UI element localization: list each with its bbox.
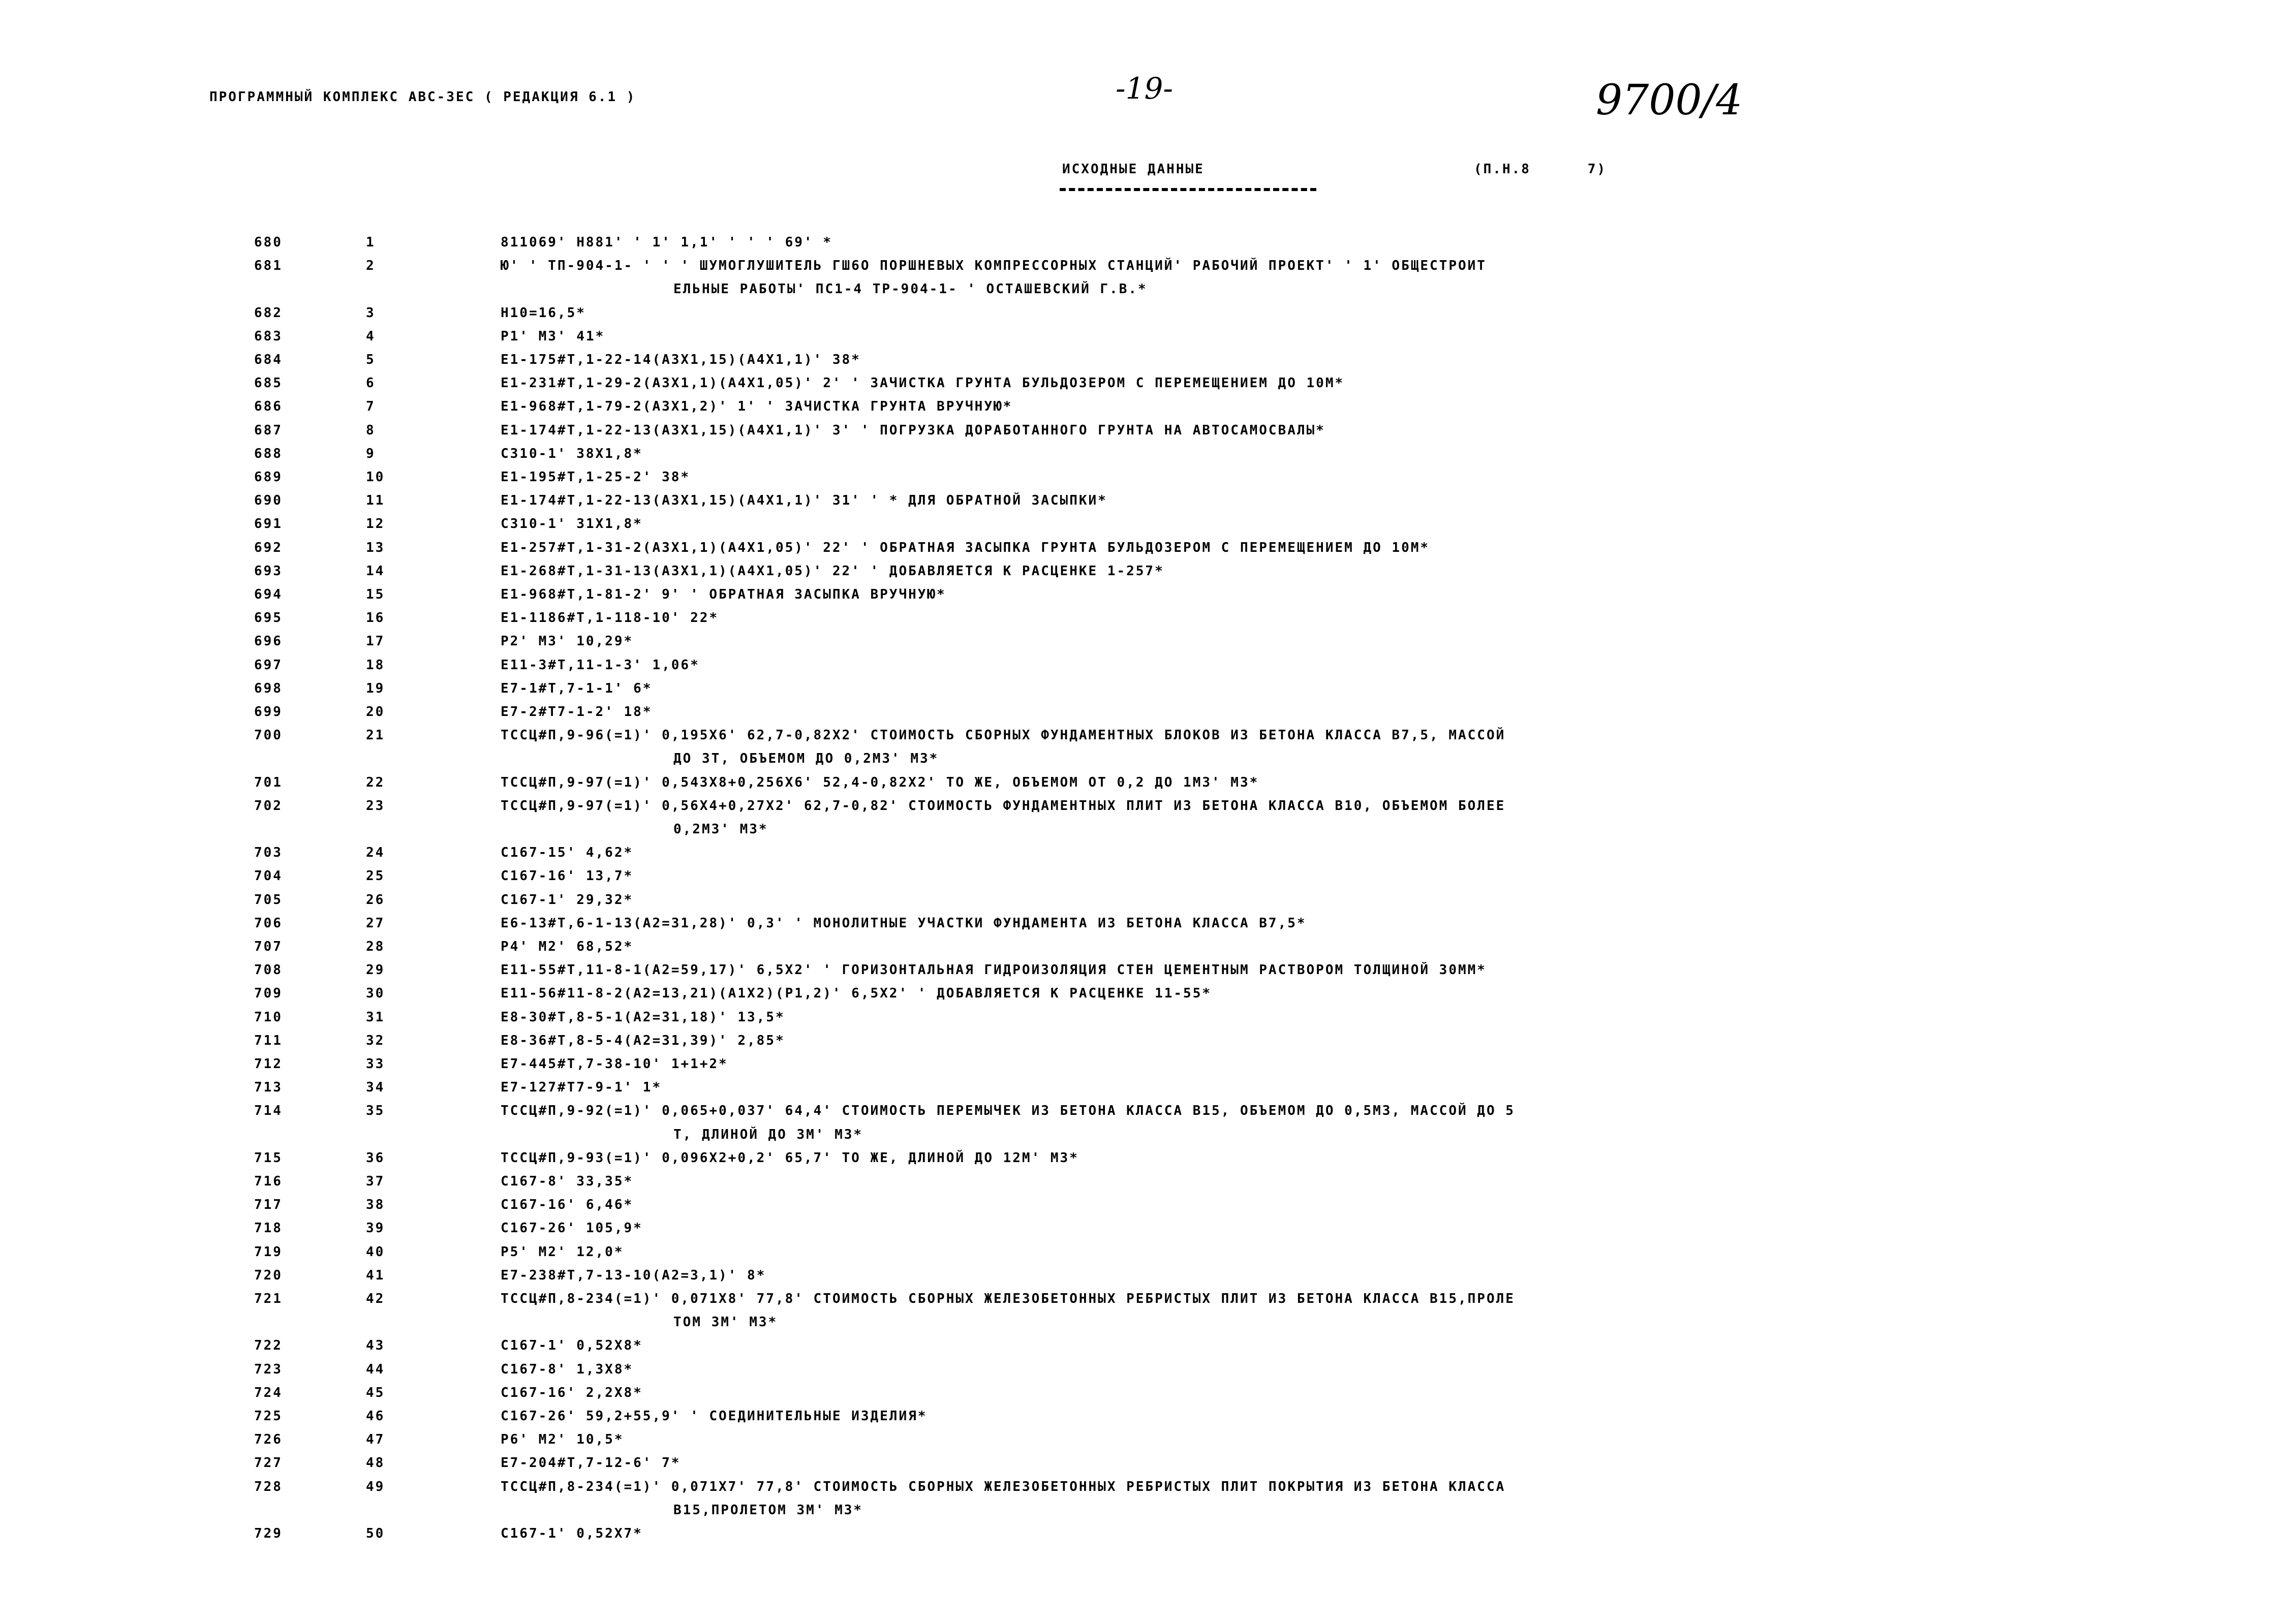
listing-row (0, 1526, 2284, 1541)
line-number: 725 (254, 1409, 283, 1424)
record-text: В15,ПРОЛЕТОМ 3М' М3* (673, 1503, 863, 1518)
listing-row (0, 1080, 2284, 1095)
sequence-number: 1 (366, 235, 376, 250)
line-number: 703 (254, 845, 283, 860)
record-text: ТССЦ#П,8-234(=1)' 0,071Х7' 77,8' СТОИМОСТЬ СБОРНЫХ ЖЕЛЕЗОБЕТОННЫХ РЕБРИСТЫХ ПЛИТ ПОКРЫТИЯ ИЗ БЕТОНА КЛАССА (501, 1479, 1506, 1494)
sequence-number: 34 (366, 1080, 385, 1095)
listing-continuation-row (0, 1503, 2284, 1518)
record-text: С167-16' 6,46* (501, 1197, 634, 1212)
listing-row (0, 939, 2284, 954)
record-text: ТССЦ#П,9-92(=1)' 0,065+0,037' 64,4' СТОИМОСТЬ ПЕРЕМЫЧЕК ИЗ БЕТОНА КЛАССА В15, ОБЪЕМОМ ДО 0,5М3, МАССОЙ ДО 5 (501, 1103, 1515, 1118)
listing-row (0, 1103, 2284, 1118)
record-text: ДО 3Т, ОБЪЕМОМ ДО 0,2М3' М3* (673, 751, 939, 766)
sequence-number: 19 (366, 681, 385, 696)
line-number: 696 (254, 634, 283, 649)
sequence-number: 18 (366, 658, 385, 673)
record-text: Р2' М3' 10,29* (501, 634, 634, 649)
line-number: 682 (254, 305, 283, 321)
sequence-number: 10 (366, 470, 385, 485)
listing-row (0, 681, 2284, 696)
listing-row (0, 1338, 2284, 1353)
line-number: 686 (254, 399, 283, 414)
sequence-number: 36 (366, 1150, 385, 1166)
record-text: ТССЦ#П,9-97(=1)' 0,56Х4+0,27Х2' 62,7-0,82' СТОИМОСТЬ ФУНДАМЕНТНЫХ ПЛИТ ИЗ БЕТОНА КЛАССА В10, ОБЪЕМОМ БОЛЕЕ (501, 798, 1506, 814)
line-number: 712 (254, 1056, 283, 1072)
listing-row (0, 516, 2284, 532)
sequence-number: 27 (366, 916, 385, 931)
line-number: 698 (254, 681, 283, 696)
record-text: Ю' ' ТП-904-1- ' ' ' ШУМОГЛУШИТЕЛЬ ГШ6О ПОРШНЕВЫХ КОМПРЕССОРНЫХ СТАНЦИЙ' РАБОЧИЙ ПРОЕКТ' ' 1' ОБЩЕСТРОИТ (501, 258, 1487, 273)
line-number: 697 (254, 658, 283, 673)
line-number: 690 (254, 493, 283, 508)
sequence-number: 47 (366, 1432, 385, 1447)
record-text: С167-26' 59,2+55,9' ' СОЕДИНИТЕЛЬНЫЕ ИЗДЕЛИЯ* (501, 1409, 928, 1424)
listing-row (0, 1362, 2284, 1377)
title-underline (1060, 188, 1316, 191)
document-number: 9700/4 (1596, 76, 1743, 124)
listing-continuation-row (0, 751, 2284, 766)
listing-row (0, 1268, 2284, 1283)
listing-row (0, 704, 2284, 720)
sequence-number: 21 (366, 728, 385, 743)
record-text: Е11-56#11-8-2(А2=13,21)(А1Х2)(Р1,2)' 6,5Х2' ' ДОБАВЛЯЕТСЯ К РАСЦЕНКЕ 11-55* (501, 986, 1212, 1001)
listing-row (0, 1409, 2284, 1424)
record-text: ТССЦ#П,9-93(=1)' 0,096Х2+0,2' 65,7' ТО ЖЕ, ДЛИНОЙ ДО 12М' М3* (501, 1150, 1079, 1166)
record-text: Е1-175#Т,1-22-14(А3Х1,15)(А4Х1,1)' 38* (501, 352, 861, 367)
line-number: 724 (254, 1385, 283, 1400)
sequence-number: 4 (366, 329, 376, 344)
section-title: ИСХОДНЫЕ ДАННЫЕ (1062, 162, 1205, 177)
record-text: С167-1' 0,52Х7* (501, 1526, 643, 1541)
listing-row (0, 376, 2284, 391)
line-number: 705 (254, 892, 283, 908)
sequence-number: 12 (366, 516, 385, 532)
record-text: Е7-204#Т,7-12-6' 7* (501, 1455, 681, 1471)
record-text: С167-16' 13,7* (501, 868, 634, 884)
record-text: Е7-445#Т,7-38-10' 1+1+2* (501, 1056, 728, 1072)
record-text: Е1-1186#Т,1-118-10' 22* (501, 610, 719, 626)
line-number: 729 (254, 1526, 283, 1541)
sequence-number: 13 (366, 540, 385, 555)
listing-row (0, 235, 2284, 250)
sequence-number: 9 (366, 446, 376, 461)
program-header: ПРОГРАММНЫЙ КОМПЛЕКС АВС-ЗЕС ( РЕДАКЦИЯ 6.1 ) (209, 89, 636, 105)
listing-row (0, 470, 2284, 485)
line-number: 719 (254, 1244, 283, 1260)
line-number: 688 (254, 446, 283, 461)
line-number: 683 (254, 329, 283, 344)
line-number: 700 (254, 728, 283, 743)
sequence-number: 17 (366, 634, 385, 649)
record-text: Е1-268#Т,1-31-13(А3Х1,1)(А4Х1,05)' 22' ' ДОБАВЛЯЕТСЯ К РАСЦЕНКЕ 1-257* (501, 564, 1164, 579)
line-number: 707 (254, 939, 283, 954)
record-text: Е7-1#Т,7-1-1' 6* (501, 681, 653, 696)
record-text: Р6' М2' 10,5* (501, 1432, 624, 1447)
listing-row (0, 658, 2284, 673)
listing-row (0, 446, 2284, 461)
record-text: С167-26' 105,9* (501, 1221, 643, 1236)
record-text: Е6-13#Т,6-1-13(А2=31,28)' 0,3' ' МОНОЛИТНЫЕ УЧАСТКИ ФУНДАМЕНТА ИЗ БЕТОНА КЛАССА В7,5* (501, 916, 1307, 931)
line-number: 728 (254, 1479, 283, 1494)
record-text: ТССЦ#П,9-96(=1)' 0,195Х6' 62,7-0,82Х2' СТОИМОСТЬ СБОРНЫХ ФУНДАМЕНТНЫХ БЛОКОВ ИЗ БЕТОНА КЛАССА В7,5, МАССОЙ (501, 728, 1506, 743)
sequence-number: 42 (366, 1291, 385, 1306)
sequence-number: 48 (366, 1455, 385, 1471)
record-text: Р5' М2' 12,0* (501, 1244, 624, 1260)
line-number: 693 (254, 564, 283, 579)
line-number: 727 (254, 1455, 283, 1471)
listing-row (0, 962, 2284, 978)
sequence-number: 37 (366, 1174, 385, 1189)
sequence-number: 39 (366, 1221, 385, 1236)
line-number: 694 (254, 587, 283, 602)
record-text: С167-8' 1,3Х8* (501, 1362, 634, 1377)
line-number: 715 (254, 1150, 283, 1166)
line-number: 723 (254, 1362, 283, 1377)
record-text: Т, ДЛИНОЙ ДО 3М' М3* (673, 1127, 863, 1142)
sequence-number: 33 (366, 1056, 385, 1072)
record-text: Е11-3#Т,11-1-3' 1,06* (501, 658, 700, 673)
record-text: Е7-127#Т7-9-1' 1* (501, 1080, 662, 1095)
listing-row (0, 399, 2284, 414)
sequence-number: 6 (366, 376, 376, 391)
record-text: Е7-238#Т,7-13-10(А2=3,1)' 8* (501, 1268, 766, 1283)
listing-row (0, 329, 2284, 344)
sequence-number: 31 (366, 1010, 385, 1025)
sequence-number: 2 (366, 258, 376, 273)
sequence-number: 3 (366, 305, 376, 321)
record-text: Н10=16,5* (501, 305, 586, 321)
line-number: 716 (254, 1174, 283, 1189)
line-number: 685 (254, 376, 283, 391)
line-number: 709 (254, 986, 283, 1001)
line-number: 714 (254, 1103, 283, 1118)
line-number: 692 (254, 540, 283, 555)
line-number: 684 (254, 352, 283, 367)
page-number: -19- (1116, 71, 1173, 106)
sequence-number: 24 (366, 845, 385, 860)
listing-row (0, 305, 2284, 321)
record-text: ТССЦ#П,9-97(=1)' 0,543Х8+0,256Х6' 52,4-0,82Х2' ТО ЖЕ, ОБЪЕМОМ ОТ 0,2 ДО 1М3' М3* (501, 775, 1259, 790)
record-text: С167-1' 29,32* (501, 892, 634, 908)
line-number: 680 (254, 235, 283, 250)
line-number: 691 (254, 516, 283, 532)
listing-row (0, 1056, 2284, 1072)
listing-continuation-row (0, 822, 2284, 837)
line-number: 713 (254, 1080, 283, 1095)
listing-row (0, 423, 2284, 438)
sequence-number: 22 (366, 775, 385, 790)
listing-row (0, 775, 2284, 790)
listing-row (0, 493, 2284, 508)
listing-row (0, 634, 2284, 649)
line-number: 706 (254, 916, 283, 931)
listing-row (0, 1174, 2284, 1189)
line-number: 721 (254, 1291, 283, 1306)
sequence-number: 41 (366, 1268, 385, 1283)
sequence-number: 29 (366, 962, 385, 978)
line-number: 718 (254, 1221, 283, 1236)
line-number: 702 (254, 798, 283, 814)
record-text: Е7-2#Т7-1-2' 18* (501, 704, 653, 720)
listing-row (0, 868, 2284, 884)
sequence-number: 5 (366, 352, 376, 367)
record-text: Е1-195#Т,1-25-2' 38* (501, 470, 691, 485)
listing-row (0, 1150, 2284, 1166)
listing-continuation-row (0, 1315, 2284, 1330)
listing-row (0, 892, 2284, 908)
listing-row (0, 1432, 2284, 1447)
sequence-number: 32 (366, 1033, 385, 1048)
line-number: 687 (254, 423, 283, 438)
listing-row (0, 1291, 2284, 1306)
sequence-number: 40 (366, 1244, 385, 1260)
record-text: С167-8' 33,35* (501, 1174, 634, 1189)
listing-row (0, 1197, 2284, 1212)
record-text: С310-1' 38Х1,8* (501, 446, 643, 461)
record-text: ЕЛЬНЫЕ РАБОТЫ' ПС1-4 ТР-904-1- ' ОСТАШЕВСКИЙ Г.В.* (673, 282, 1148, 297)
line-number: 681 (254, 258, 283, 273)
line-number: 695 (254, 610, 283, 626)
line-number: 708 (254, 962, 283, 978)
line-number: 710 (254, 1010, 283, 1025)
listing-row (0, 728, 2284, 743)
record-text: ТССЦ#П,8-234(=1)' 0,071Х8' 77,8' СТОИМОСТЬ СБОРНЫХ ЖЕЛЕЗОБЕТОННЫХ РЕБРИСТЫХ ПЛИТ ИЗ БЕТОНА КЛАССА В15,ПРОЛЕ (501, 1291, 1515, 1306)
record-text: Е1-257#Т,1-31-2(А3Х1,1)(А4Х1,05)' 22' ' ОБРАТНАЯ ЗАСЫПКА ГРУНТА БУЛЬДОЗЕРОМ С ПЕРЕМЕЩЕНИЕМ ДО 10М* (501, 540, 1430, 555)
sequence-number: 46 (366, 1409, 385, 1424)
sequence-number: 8 (366, 423, 376, 438)
sequence-number: 44 (366, 1362, 385, 1377)
sequence-number: 11 (366, 493, 385, 508)
listing-row (0, 798, 2284, 814)
listing-row (0, 564, 2284, 579)
listing-row (0, 352, 2284, 367)
record-text: ТОМ 3М' М3* (673, 1315, 778, 1330)
listing-row (0, 1479, 2284, 1494)
record-text: С310-1' 31Х1,8* (501, 516, 643, 532)
listing-continuation-row (0, 1127, 2284, 1142)
sequence-number: 45 (366, 1385, 385, 1400)
record-text: Е1-968#Т,1-79-2(А3Х1,2)' 1' ' ЗАЧИСТКА ГРУНТА ВРУЧНУЮ* (501, 399, 1013, 414)
line-number: 711 (254, 1033, 283, 1048)
sequence-number: 26 (366, 892, 385, 908)
listing-row (0, 1385, 2284, 1400)
record-text: Р1' М3' 41* (501, 329, 605, 344)
record-text: С167-15' 4,62* (501, 845, 634, 860)
line-number: 704 (254, 868, 283, 884)
sequence-number: 16 (366, 610, 385, 626)
record-text: Е8-36#Т,8-5-4(А2=31,39)' 2,85* (501, 1033, 785, 1048)
sequence-number: 23 (366, 798, 385, 814)
sequence-number: 50 (366, 1526, 385, 1541)
sequence-number: 35 (366, 1103, 385, 1118)
sequence-number: 14 (366, 564, 385, 579)
listing-continuation-row (0, 282, 2284, 297)
listing-row (0, 258, 2284, 273)
sequence-number: 49 (366, 1479, 385, 1494)
record-text: Е1-174#Т,1-22-13(А3Х1,15)(А4Х1,1)' 3' ' ПОГРУЗКА ДОРАБОТАННОГО ГРУНТА НА АВТОСАМОСВАЛЫ* (501, 423, 1325, 438)
listing-row (0, 1221, 2284, 1236)
sequence-number: 7 (366, 399, 376, 414)
sequence-number: 38 (366, 1197, 385, 1212)
listing-row (0, 1010, 2284, 1025)
sequence-number: 30 (366, 986, 385, 1001)
record-text: С167-16' 2,2Х8* (501, 1385, 643, 1400)
record-text: 0,2М3' М3* (673, 822, 768, 837)
record-text: Е8-30#Т,8-5-1(А2=31,18)' 13,5* (501, 1010, 785, 1025)
listing-row (0, 916, 2284, 931)
sequence-number: 15 (366, 587, 385, 602)
record-text: Р4' М2' 68,52* (501, 939, 634, 954)
sequence-number: 43 (366, 1338, 385, 1353)
record-text: 811069' Н881' ' 1' 1,1' ' ' ' 69' * (501, 235, 832, 250)
listing-row (0, 1455, 2284, 1471)
line-number: 726 (254, 1432, 283, 1447)
listing-row (0, 1033, 2284, 1048)
listing-row (0, 1244, 2284, 1260)
record-text: Е1-968#Т,1-81-2' 9' ' ОБРАТНАЯ ЗАСЫПКА ВРУЧНУЮ* (501, 587, 946, 602)
listing-row (0, 587, 2284, 602)
listing-row (0, 986, 2284, 1001)
listing-row (0, 845, 2284, 860)
record-text: Е11-55#Т,11-8-1(А2=59,17)' 6,5Х2' ' ГОРИЗОНТАЛЬНАЯ ГИДРОИЗОЛЯЦИЯ СТЕН ЦЕМЕНТНЫМ РАСТВОРОМ ТОЛЩИНОЙ 30ММ* (501, 962, 1487, 978)
record-text: Е1-231#Т,1-29-2(А3Х1,1)(А4Х1,05)' 2' ' ЗАЧИСТКА ГРУНТА БУЛЬДОЗЕРОМ С ПЕРЕМЕЩЕНИЕМ ДО 10М* (501, 376, 1345, 391)
line-number: 701 (254, 775, 283, 790)
record-text: Е1-174#Т,1-22-13(А3Х1,15)(А4Х1,1)' 31' ' * ДЛЯ ОБРАТНОЙ ЗАСЫПКИ* (501, 493, 1107, 508)
line-number: 720 (254, 1268, 283, 1283)
line-number: 722 (254, 1338, 283, 1353)
listing-row (0, 610, 2284, 626)
section-code: (П.Н.8 7) (1474, 162, 1607, 177)
sequence-number: 28 (366, 939, 385, 954)
line-number: 717 (254, 1197, 283, 1212)
line-number: 689 (254, 470, 283, 485)
listing-row (0, 540, 2284, 555)
line-number: 699 (254, 704, 283, 720)
sequence-number: 20 (366, 704, 385, 720)
record-text: С167-1' 0,52Х8* (501, 1338, 643, 1353)
sequence-number: 25 (366, 868, 385, 884)
